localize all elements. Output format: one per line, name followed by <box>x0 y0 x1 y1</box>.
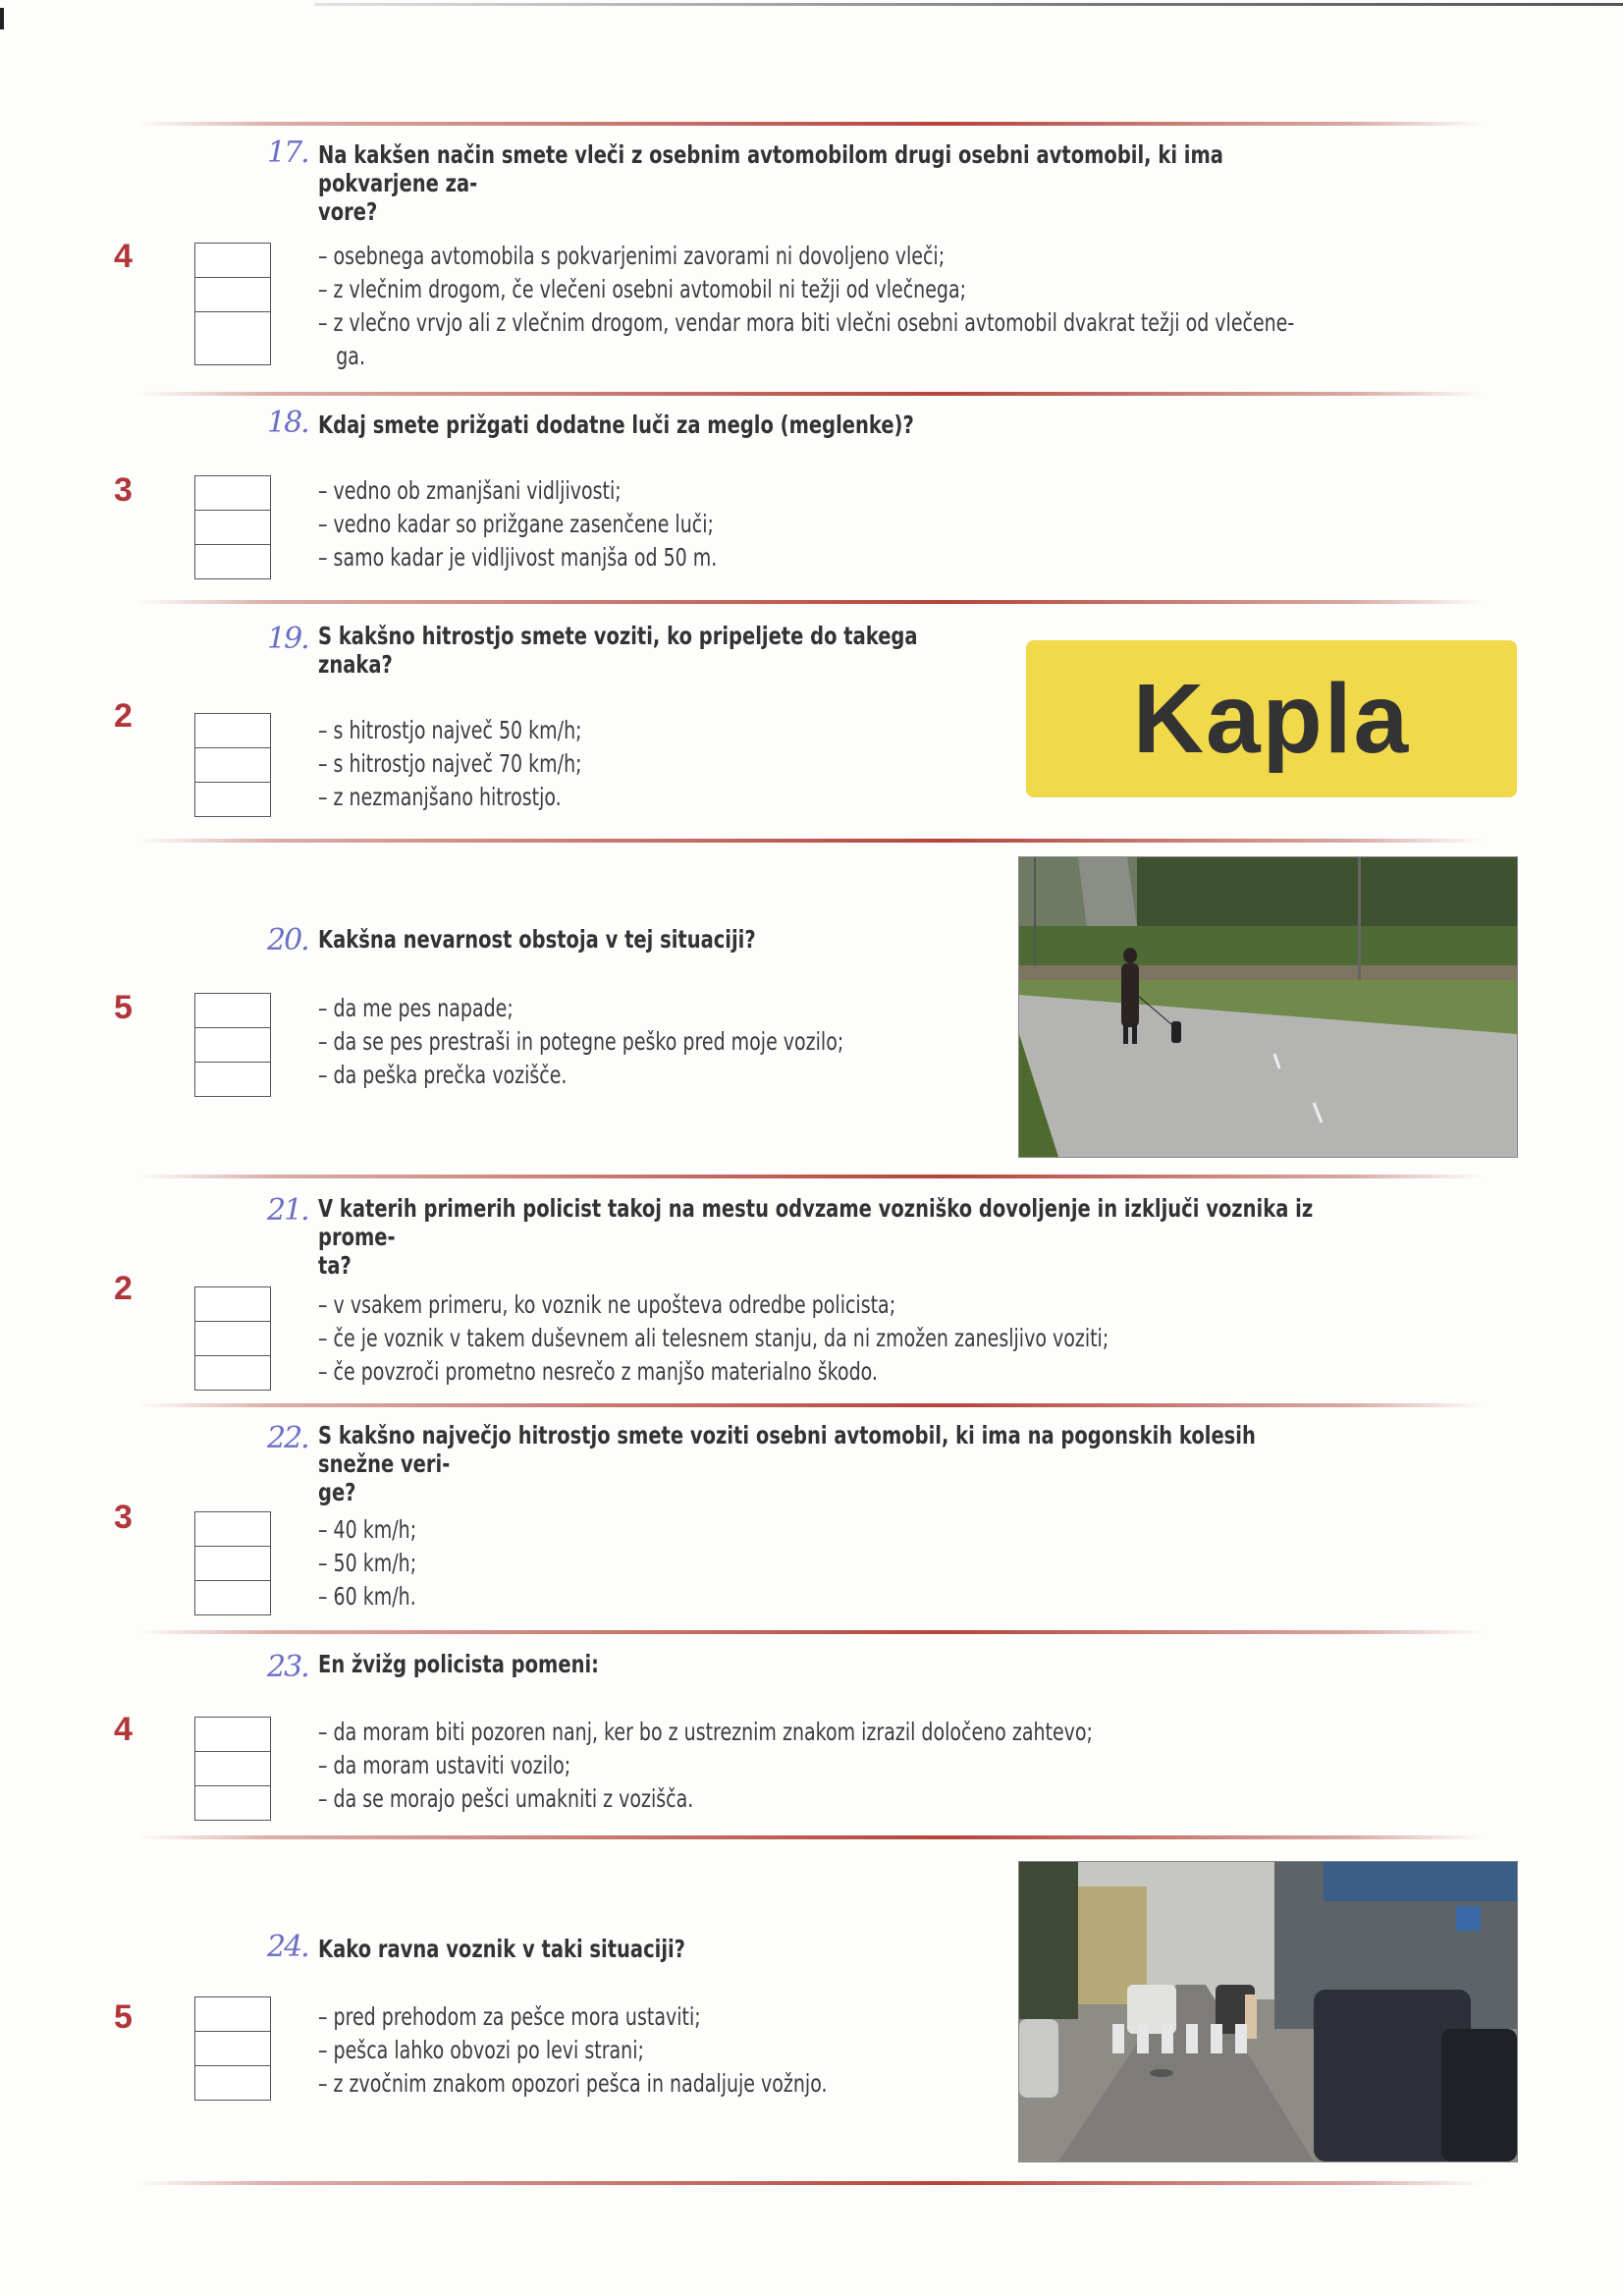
answer-option: – da se morajo pešci umakniti z vozišča. <box>318 1784 694 1813</box>
answer-option: – da se pes prestraši in potegne peško pred moje vozilo; <box>318 1027 844 1056</box>
question-text <box>318 1421 1336 1506</box>
question-line: En žvižg policista pomeni: <box>318 1650 599 1678</box>
answer-option: – s hitrostjo največ 50 km/h; <box>318 716 582 744</box>
answer-list <box>318 1288 1109 1389</box>
answer-checkbox-2[interactable] <box>195 748 270 783</box>
answer-option: – da me pes napade; <box>318 994 514 1022</box>
handwritten-question-number: 18. <box>267 406 308 440</box>
answer-option: – z vlečnim drogom, če vlečeni osebni avtomobil ni težji od vlečnega; <box>318 275 967 303</box>
question-line: Kakšna nevarnost obstoja v tej situaciji? <box>318 925 756 954</box>
question-line: S kakšno hitrostjo smete voziti, ko pripeljete do takega <box>318 622 918 650</box>
answer-checkboxes <box>194 475 271 579</box>
handwritten-question-number: 19. <box>267 622 308 656</box>
answer-option: – če povzroči prometno nesrečo z manjšo materialno škodo. <box>318 1357 878 1386</box>
answer-option: – vedno ob zmanjšani vidljivosti; <box>318 476 622 505</box>
answer-option: – 60 km/h. <box>318 1582 416 1611</box>
answer-checkboxes <box>194 1286 271 1391</box>
answer-checkbox-1[interactable] <box>195 994 270 1028</box>
handwritten-question-number: 23. <box>267 1650 308 1684</box>
answer-checkbox-1[interactable] <box>195 1718 270 1752</box>
answer-checkbox-3[interactable] <box>195 545 270 578</box>
answer-checkbox-1[interactable] <box>195 244 270 278</box>
answer-checkboxes <box>194 993 271 1097</box>
handwritten-question-number: 24. <box>267 1930 308 1964</box>
handwritten-question-number: 21. <box>267 1193 308 1228</box>
question-line: Kdaj smete prižgati dodatne luči za meglo (meglenke)? <box>318 410 914 439</box>
answer-option: – z zvočnim znakom opozori pešca in nadaljuje vožnjo. <box>318 2069 828 2098</box>
score-points: 2 <box>114 1270 133 1307</box>
answer-list <box>318 474 717 574</box>
photo-illustration <box>1019 857 1517 1157</box>
answer-checkbox-3[interactable] <box>195 1786 270 1820</box>
photo-woman-walking-dog <box>1018 856 1518 1158</box>
answer-checkboxes <box>194 243 271 365</box>
score-points: 3 <box>114 471 133 509</box>
answer-option: – z vlečno vrvjo ali z vlečnim drogom, vendar mora biti vlečni osebni avtomobil dvakrat težji od vlečene- <box>318 308 1295 337</box>
question-text <box>318 1650 599 1678</box>
answer-checkbox-2[interactable] <box>195 511 270 545</box>
answer-checkbox-3[interactable] <box>195 1581 270 1614</box>
answer-checkbox-2[interactable] <box>195 1547 270 1581</box>
separator <box>137 1835 1483 1839</box>
question-line: znaka? <box>318 650 393 679</box>
scan-left-mark <box>0 8 4 29</box>
road-sign-kapla <box>1026 640 1517 797</box>
answer-option: – če je voznik v takem duševnem ali telesnem stanju, da ni zmožen zanesljivo voziti; <box>318 1324 1109 1352</box>
answer-option: – da peška prečka vozišče. <box>318 1061 568 1089</box>
answer-checkbox-1[interactable] <box>195 1512 270 1547</box>
separator <box>137 122 1483 126</box>
photo-illustration <box>1019 1862 1517 2161</box>
answer-list <box>318 992 843 1092</box>
score-points: 4 <box>114 238 133 275</box>
score-points: 4 <box>114 1711 133 1748</box>
question-line: ge? <box>318 1478 356 1506</box>
question-line: S kakšno največjo hitrostjo smete voziti osebni avtomobil, ki ima na pogonskih kolesih snežne veri- <box>318 1421 1256 1478</box>
answer-list <box>318 714 582 814</box>
scan-top-edge <box>314 3 1623 6</box>
separator <box>137 839 1483 843</box>
answer-checkbox-3[interactable] <box>195 1356 270 1390</box>
road-sign-text: Kapla <box>1132 663 1411 774</box>
question-text <box>318 410 914 439</box>
answer-checkbox-3[interactable] <box>195 312 270 364</box>
answer-list <box>318 240 1294 373</box>
separator <box>137 600 1483 604</box>
answer-checkbox-2[interactable] <box>195 1752 270 1786</box>
handwritten-question-number: 20. <box>267 923 308 957</box>
handwritten-question-number: 17. <box>267 136 308 170</box>
question-line: V katerih primerih policist takoj na mestu odvzame vozniško dovoljenje in izključi voznika iz prome- <box>318 1194 1314 1251</box>
answer-list <box>318 1716 1093 1816</box>
separator <box>137 1403 1483 1407</box>
question-text <box>318 1194 1336 1280</box>
handwritten-question-number: 22. <box>267 1421 308 1455</box>
answer-checkbox-3[interactable] <box>195 2066 270 2100</box>
separator <box>137 392 1483 396</box>
answer-checkboxes <box>194 1511 271 1615</box>
answer-checkboxes <box>194 1996 271 2101</box>
question-text <box>318 1935 685 1963</box>
answer-list <box>318 1513 416 1613</box>
answer-option: – pred prehodom za pešce mora ustaviti; <box>318 2002 701 2031</box>
answer-list <box>318 2000 828 2101</box>
question-line: Kako ravna voznik v taki situaciji? <box>318 1935 685 1963</box>
answer-checkbox-2[interactable] <box>195 1322 270 1356</box>
answer-option: – vedno kadar so prižgane zasenčene luči; <box>318 510 714 538</box>
answer-checkbox-3[interactable] <box>195 783 270 816</box>
answer-option-continuation: ga. <box>336 342 365 370</box>
score-points: 5 <box>114 1998 133 2036</box>
answer-option: – da moram ustaviti vozilo; <box>318 1751 571 1779</box>
answer-checkbox-2[interactable] <box>195 278 270 312</box>
question-line: Na kakšen način smete vleči z osebnim avtomobilom drugi osebni avtomobil, ki ima pokvarjene za- <box>318 140 1223 197</box>
answer-checkbox-3[interactable] <box>195 1063 270 1096</box>
answer-option: – samo kadar je vidljivost manjša od 50 m. <box>318 543 718 572</box>
score-points: 5 <box>114 989 133 1026</box>
answer-checkbox-1[interactable] <box>195 714 270 748</box>
answer-checkbox-2[interactable] <box>195 1028 270 1063</box>
answer-checkboxes <box>194 713 271 817</box>
answer-checkbox-1[interactable] <box>195 476 270 511</box>
answer-option: – da moram biti pozoren nanj, ker bo z ustreznim znakom izrazil določeno zahtevo; <box>318 1718 1093 1746</box>
question-text <box>318 622 918 679</box>
answer-option: – 50 km/h; <box>318 1549 417 1577</box>
question-text <box>318 140 1336 226</box>
question-line: ta? <box>318 1251 352 1280</box>
score-points: 3 <box>114 1499 133 1536</box>
photo-street-pedestrian-crossing <box>1018 1861 1518 2162</box>
answer-option: – osebnega avtomobila s pokvarjenimi zavorami ni dovoljeno vleči; <box>318 242 946 270</box>
question-line: vore? <box>318 197 378 226</box>
question-text <box>318 925 756 954</box>
separator <box>137 2181 1483 2185</box>
answer-checkbox-1[interactable] <box>195 1997 270 2032</box>
answer-option: – 40 km/h; <box>318 1515 417 1544</box>
separator <box>137 1630 1483 1634</box>
answer-option: – s hitrostjo največ 70 km/h; <box>318 749 582 778</box>
answer-option: – v vsakem primeru, ko voznik ne upošteva odredbe policista; <box>318 1290 896 1319</box>
answer-option: – pešca lahko obvozi po levi strani; <box>318 2036 644 2064</box>
score-points: 2 <box>114 697 133 735</box>
answer-checkbox-2[interactable] <box>195 2032 270 2066</box>
answer-checkbox-1[interactable] <box>195 1287 270 1322</box>
separator <box>137 1175 1483 1178</box>
answer-checkboxes <box>194 1717 271 1821</box>
answer-option: – z nezmanjšano hitrostjo. <box>318 783 562 811</box>
